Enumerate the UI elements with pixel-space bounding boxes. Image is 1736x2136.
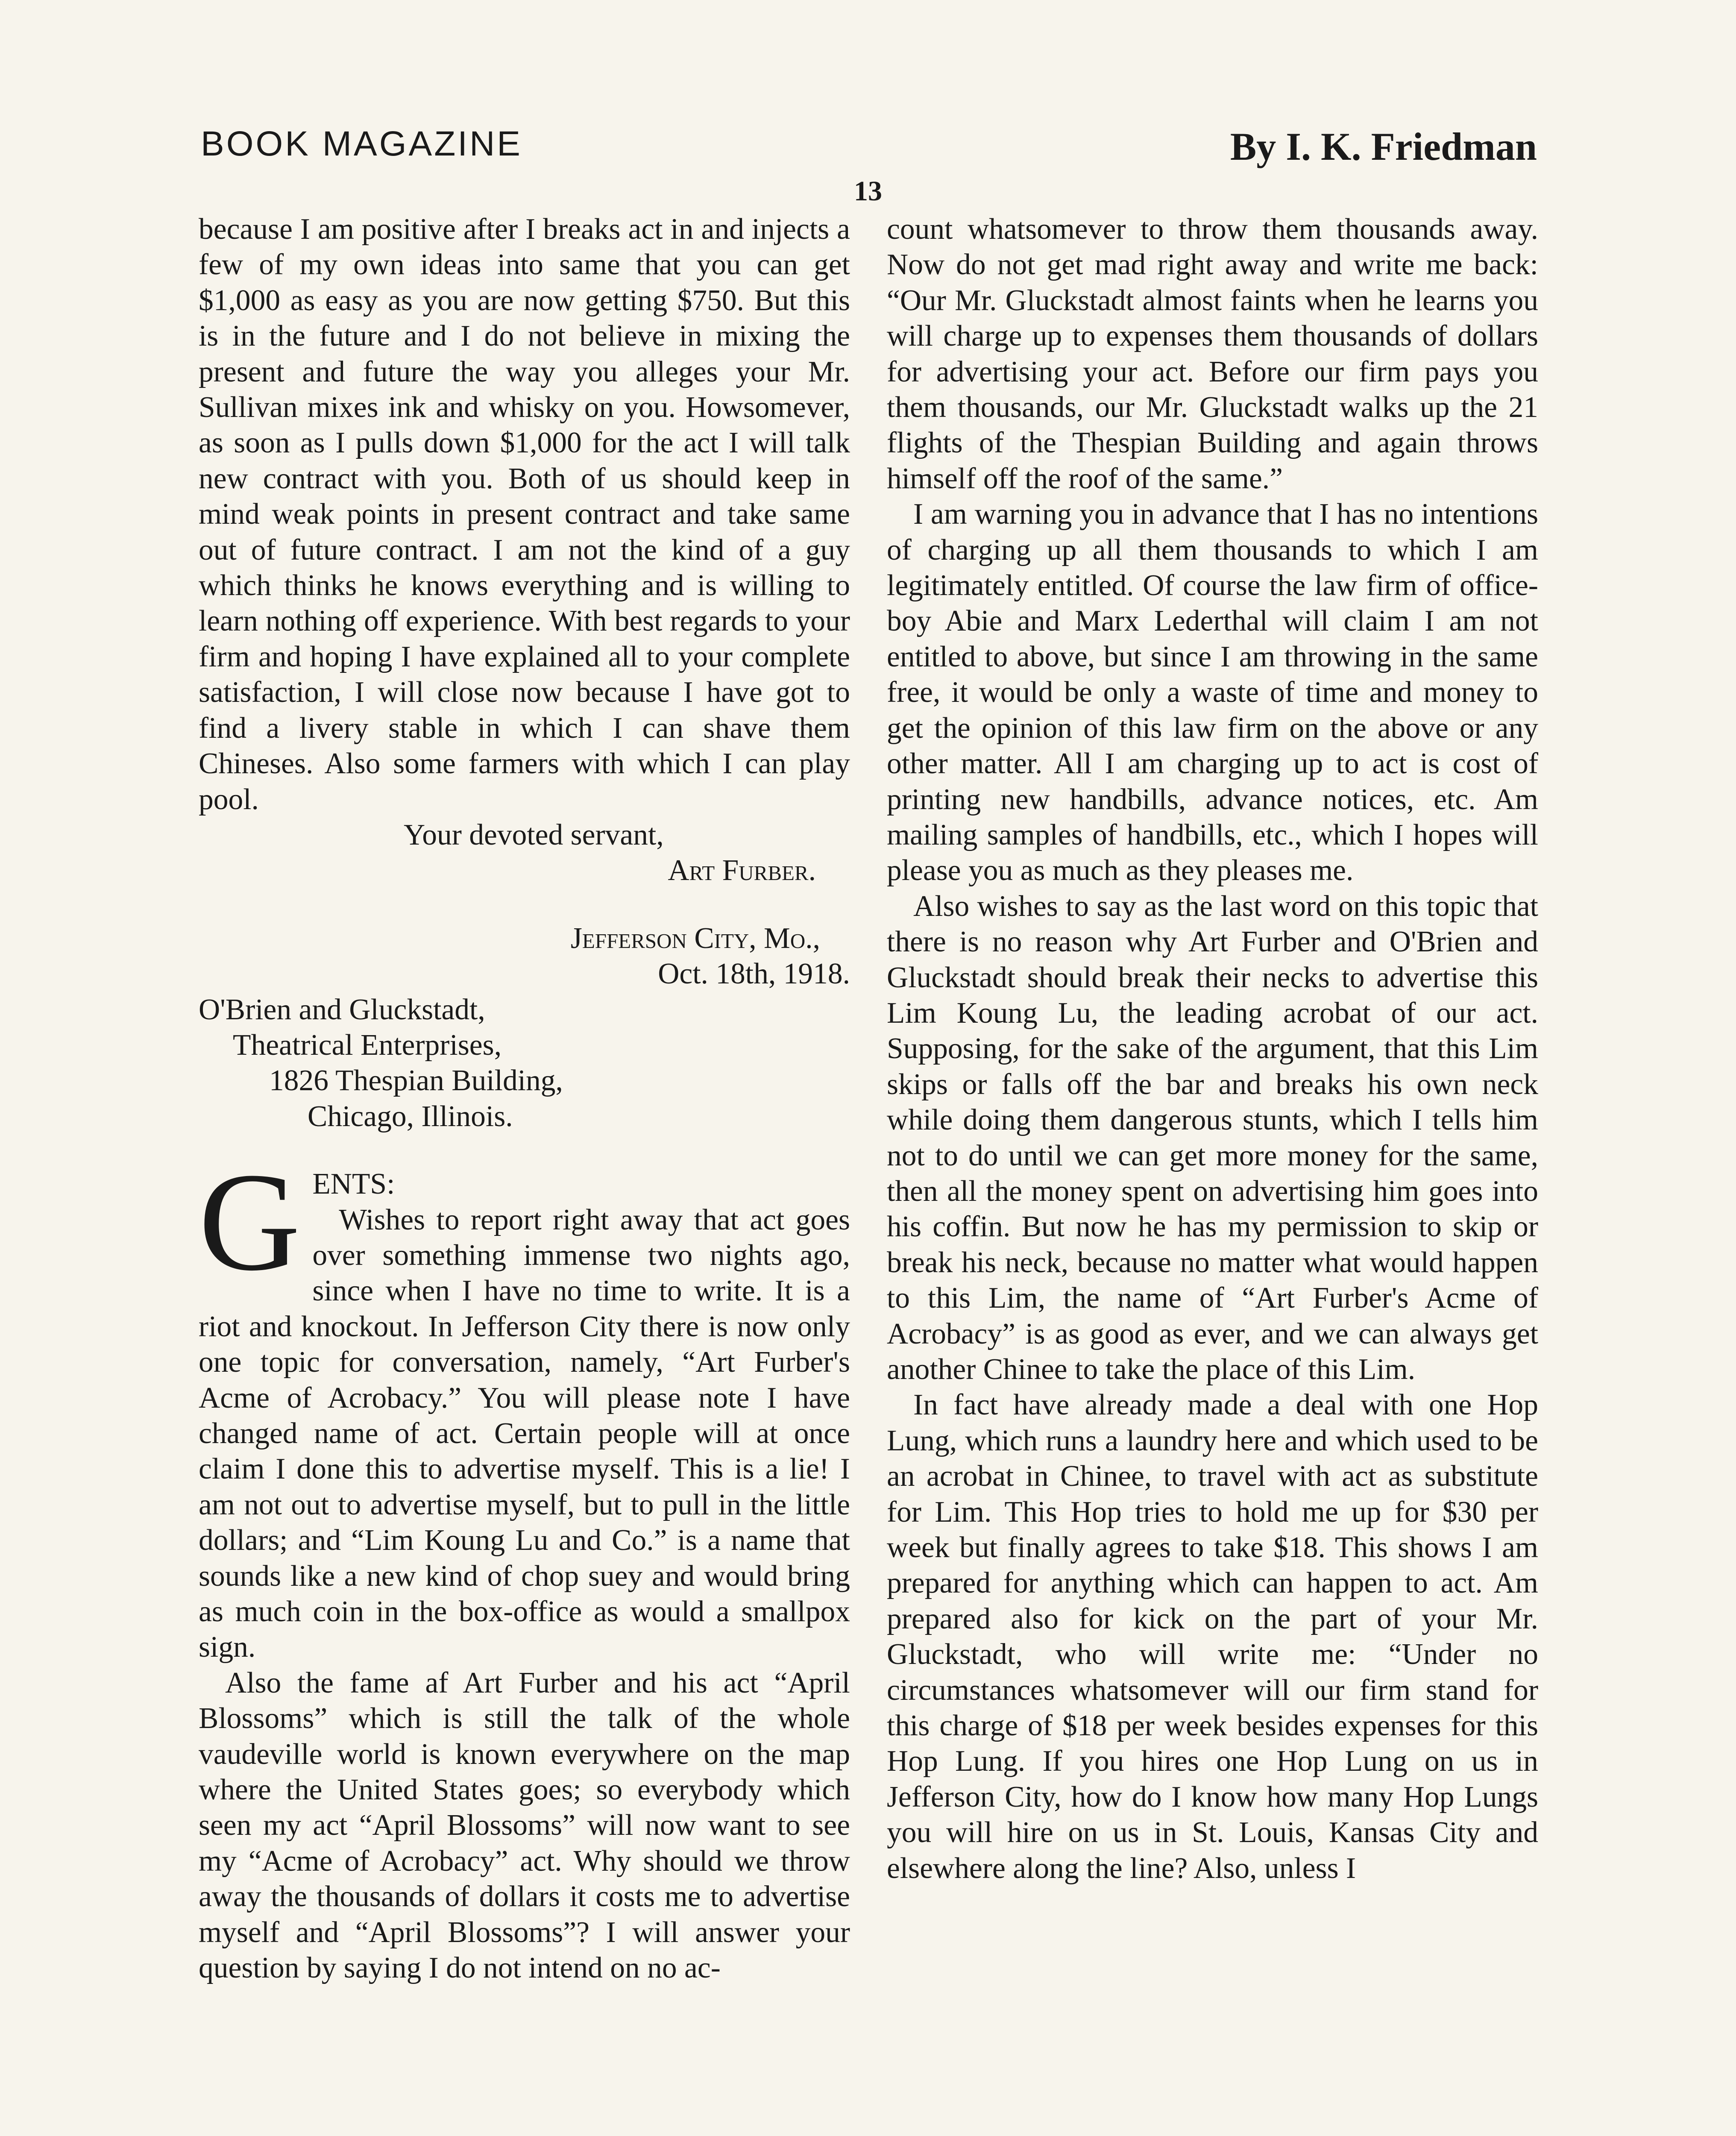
letter-signature: Art Furber. <box>668 854 816 887</box>
paragraph: Wishes to report right away that act goes over something immense two nights ago, since when I have no time to write. It is a riot and knockout. In Jefferson City there is now only one topic for conversation, namely, “Art Furber's Acme of Acrobacy.” You will please note I have changed name of act. Certain people will at once claim I done this to advertise myself. This is a lie! I am not out to advertise myself, but to pull in the little dollars; and “Lim Koung Lu and Co.” is a name that sounds like a new kind of chop suey and would bring as much coin in the box-office as would a smallpox sign. <box>199 1203 850 1664</box>
salutation: ENTS: <box>312 1168 395 1201</box>
right-column <box>887 211 1538 2136</box>
paragraph: count whatsomever to throw them thousands away. Now do not get mad right away and write me back: “Our Mr. Gluckstadt almost faints when he learns you will charge up to expenses them thousands of dollars for advertising your act. Before our firm pays you them thousands, our Mr. Gluckstadt walks up the 21 flights of the Thespian Building and again throws himself off the roof of the same.” <box>887 213 1538 495</box>
dateline-place: Jefferson City, Mo., <box>570 921 820 955</box>
letter-closing: Your devoted servant, <box>404 818 664 851</box>
drop-cap: G <box>199 1144 301 1300</box>
paragraph: Also wishes to say as the last word on this topic that there is no reason why Art Furber and O'Brien and Gluckstadt should break their necks to advertise this Lim Koung Lu, the leading acrobat of our act. Supposing, for the sake of the argument, that this Lim skips or falls off the bar and breaks his own neck while doing them dangerous stunts, which I tells him not to do until we can get more money for the same, then all the money spent on advertising him goes into his coffin. But now he has my permission to skip or break his neck, because no matter what would happen to this Lim, the name of “Art Furber's Acme of Acrobacy” is as good as ever, and we can always get another Chinee to take the place of this Lim. <box>887 889 1538 1386</box>
paragraph: Also the fame af Art Furber and his act “April Blossoms” which is still the talk of the whole vaudeville world is known everywhere on the map where the United States goes; so everybody which seen my act “April Blossoms” will now want to see my “Acme of Acrobacy” act. Why should we throw away the thousands of dollars it costs me to advertise myself and “April Blossoms”? I will answer your question by saying I do not intend on no ac- <box>199 1666 850 1985</box>
dateline-date: Oct. 18th, 1918. <box>658 957 850 991</box>
address-line: Chicago, Illinois. <box>308 1100 513 1133</box>
left-column <box>199 211 850 2136</box>
magazine-title: BOOK MAGAZINE <box>201 124 522 163</box>
address-line: 1826 Thespian Building, <box>269 1064 563 1097</box>
address-line: O'Brien and Gluckstadt, <box>199 993 485 1026</box>
author-byline: By I. K. Friedman <box>1230 125 1537 168</box>
paragraph: I am warning you in advance that I has no intentions of charging up all them thousands to which I am legitimately entitled. Of course the law firm of office-boy Abie and Marx Lederthal will claim I am not entitled to above, but since I am throwing in the same free, it would be only a waste of time and money to get the opinion of this law firm on the above or any other matter. All I am charging up to act is cost of printing new handbills, advance notices, etc. Am mailing samples of handbills, etc., which I hopes will please you as much as they pleases me. <box>887 498 1538 887</box>
page-number: 13 <box>854 176 882 207</box>
address-line: Theatrical Enterprises, <box>233 1028 502 1062</box>
paragraph: In fact have already made a deal with one Hop Lung, which runs a laundry here and which used to be an acrobat in Chinee, to travel with act as substitute for Lim. This Hop tries to hold me up for $30 per week but finally agrees to take $18. This shows I am prepared for anything which can happen to act. Am prepared also for kick on the part of your Mr. Gluckstadt, who will write me: “Under no circumstances whatsomever will our firm stand for this charge of $18 per week besides expenses for this Hop Lung. If you hires one Hop Lung on us in Jefferson City, how do I know how many Hop Lungs you will hire on us in St. Louis, Kansas City and elsewhere along the line? Also, unless I <box>887 1388 1538 1885</box>
paragraph: because I am positive after I breaks act in and injects a few of my own ideas into same that you can get $1,000 as easy as you are now getting $750. But this is in the future and I do not believe in mixing the present and future the way you alleges your Mr. Sullivan mixes ink and whisky on you. Howsomever, as soon as I pulls down $1,000 for the act I will talk new contract with you. Both of us should keep in mind weak points in present contract and take same out of future contract. I am not the kind of a guy which thinks he knows everything and is willing to learn nothing off experience. With best regards to your firm and hoping I have explained all to your complete satisfaction, I will close now because I have got to find a livery stable in which I can shave them Chineses. Also some farmers with which I can play pool. <box>199 213 850 816</box>
